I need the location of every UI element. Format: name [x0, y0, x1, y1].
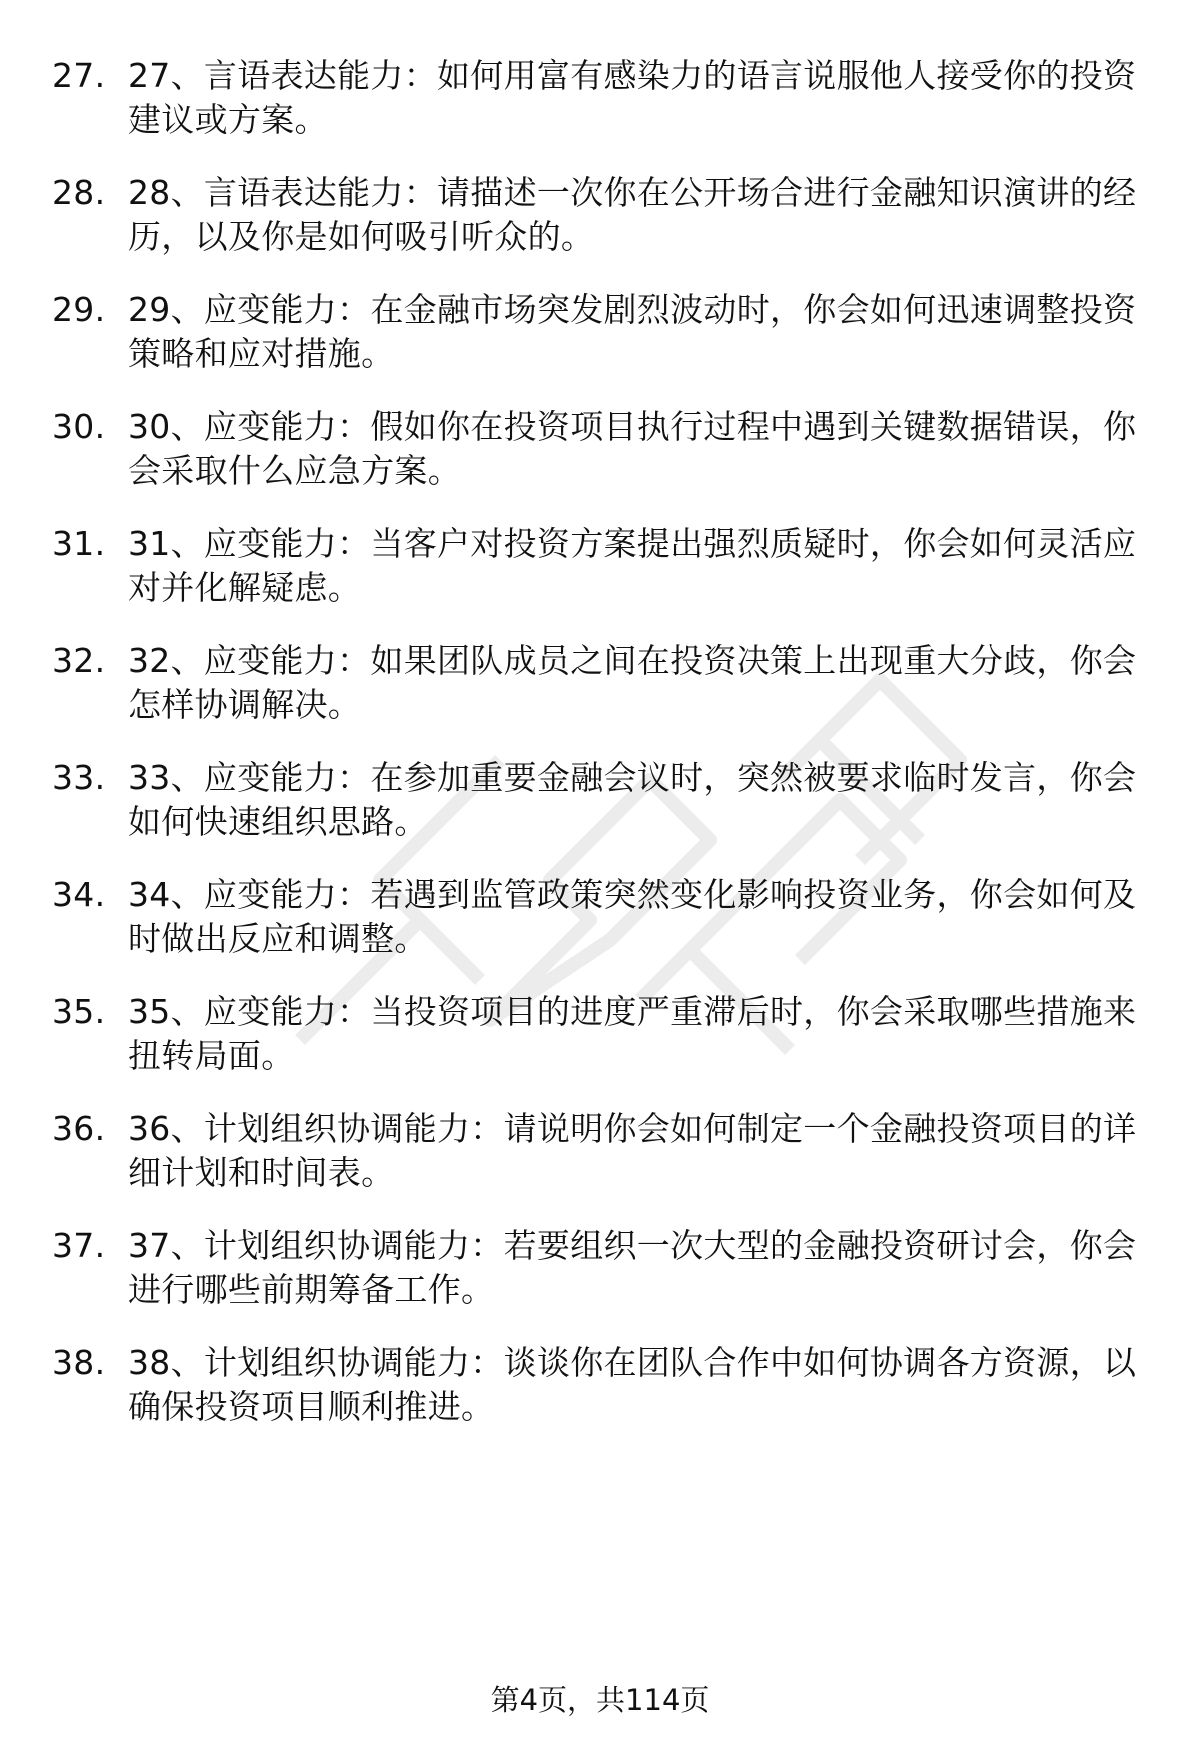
question-item-28 — [52, 171, 1162, 259]
question-item-35 — [52, 990, 1162, 1078]
question-number: 34. — [52, 875, 106, 914]
question-number: 28. — [52, 173, 106, 212]
question-item-27 — [52, 54, 1162, 142]
question-item-36 — [52, 1107, 1162, 1195]
question-item-38 — [52, 1341, 1162, 1429]
question-number: 33. — [52, 758, 106, 797]
question-text: 37、计划组织协调能力：若要组织一次大型的金融投资研讨会，你会进行哪些前期筹备工作。 — [128, 1226, 1137, 1309]
question-text: 36、计划组织协调能力：请说明你会如何制定一个金融投资项目的详细计划和时间表。 — [128, 1109, 1137, 1192]
question-number: 36. — [52, 1109, 106, 1148]
question-text: 35、应变能力：当投资项目的进度严重滞后时，你会采取哪些措施来扭转局面。 — [128, 992, 1137, 1075]
question-item-31 — [52, 522, 1162, 610]
question-text: 28、言语表达能力：请描述一次你在公开场合进行金融知识演讲的经历，以及你是如何吸引听众的。 — [128, 173, 1137, 256]
question-number: 30. — [52, 407, 106, 446]
question-item-29 — [52, 288, 1162, 376]
question-number: 32. — [52, 641, 106, 680]
question-number: 31. — [52, 524, 106, 563]
question-text: 38、计划组织协调能力：谈谈你在团队合作中如何协调各方资源，以确保投资项目顺利推进。 — [128, 1343, 1137, 1426]
question-item-30 — [52, 405, 1162, 493]
question-text: 32、应变能力：如果团队成员之间在投资决策上出现重大分歧，你会怎样协调解决。 — [128, 641, 1137, 724]
page-number-footer: 第4页，共114页 — [490, 1683, 710, 1717]
question-item-37 — [52, 1224, 1162, 1312]
question-number: 38. — [52, 1343, 106, 1382]
question-text: 30、应变能力：假如你在投资项目执行过程中遇到关键数据错误，你会采取什么应急方案。 — [128, 407, 1137, 490]
question-item-34 — [52, 873, 1162, 961]
question-text: 27、言语表达能力：如何用富有感染力的语言说服他人接受你的投资建议或方案。 — [128, 56, 1137, 139]
question-number: 37. — [52, 1226, 106, 1265]
question-text: 29、应变能力：在金融市场突发剧烈波动时，你会如何迅速调整投资策略和应对措施。 — [128, 290, 1137, 373]
question-number: 35. — [52, 992, 106, 1031]
question-number: 29. — [52, 290, 106, 329]
question-text: 31、应变能力：当客户对投资方案提出强烈质疑时，你会如何灵活应对并化解疑虑。 — [128, 524, 1137, 607]
question-text: 34、应变能力：若遇到监管政策突然变化影响投资业务，你会如何及时做出反应和调整。 — [128, 875, 1137, 958]
question-item-33 — [52, 756, 1162, 844]
question-number: 27. — [52, 56, 106, 95]
question-text: 33、应变能力：在参加重要金融会议时，突然被要求临时发言，你会如何快速组织思路。 — [128, 758, 1137, 841]
question-item-32 — [52, 639, 1162, 727]
